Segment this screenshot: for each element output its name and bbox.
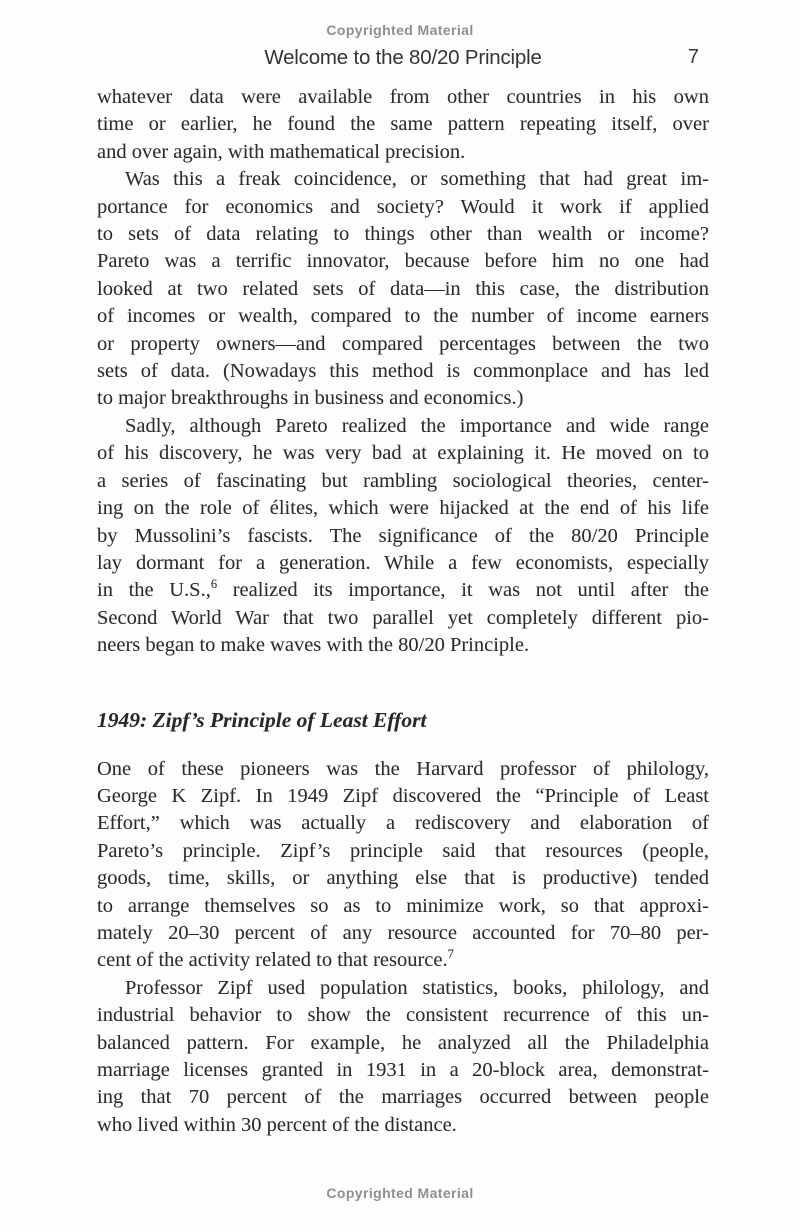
text-line: mately 20–30 percent of any resource accounted for 70–80 per- xyxy=(97,921,709,944)
text-line: time or earlier, he found the same pattern repeating itself, over xyxy=(97,113,709,136)
text-line: by Mussolini’s fascists. The significance of the 80/20 Principle xyxy=(97,524,709,547)
text-line: to sets of data relating to things other than wealth or income? xyxy=(97,223,709,246)
footnote-ref: 7 xyxy=(447,947,454,962)
text-line: Pareto was a terrific innovator, because before him no one had xyxy=(97,250,709,273)
text-line: sets of data. (Nowadays this method is commonplace and has led xyxy=(97,360,709,383)
copyright-header: Copyrighted Material xyxy=(326,22,474,38)
footnote-ref: 6 xyxy=(210,577,218,592)
text-line: neers began to make waves with the 80/20 Principle. xyxy=(97,634,530,657)
text-line: who lived within 30 percent of the distance. xyxy=(97,1113,457,1136)
text-line: Professor Zipf used population statistics, books, philology, and xyxy=(125,976,709,999)
text-line: cent of the activity related to that resource.$^7$ xyxy=(97,947,454,972)
text-line: a series of fascinating but rambling sociological theories, center- xyxy=(97,469,709,492)
text-line: of his discovery, he was very bad at explaining it. He moved on to xyxy=(97,442,709,465)
text-line: industrial behavior to show the consistent recurrence of this un- xyxy=(97,1004,709,1027)
text-line: goods, time, skills, or anything else that is productive) tended xyxy=(97,867,709,890)
text-line: lay dormant for a generation. While a few economists, especially xyxy=(97,551,709,574)
text-line: in the U.S.,$^6$ realized its importance, it was not until after the xyxy=(97,577,709,602)
running-title: Welcome to the 80/20 Principle xyxy=(264,46,542,69)
text-line: portance for economics and society? Would it work if applied xyxy=(97,195,709,218)
text-line: ing on the role of élites, which were hijacked at the end of his life xyxy=(97,497,709,520)
body-text xyxy=(97,84,709,1139)
section-heading: 1949: Zipf’s Principle of Least Effort xyxy=(97,707,427,732)
text-line: to arrange themselves so as to minimize work, so that approxi- xyxy=(97,894,709,917)
text-line: whatever data were available from other countries in his own xyxy=(97,86,709,108)
text-line: of incomes or wealth, compared to the number of income earners xyxy=(97,305,709,328)
text-line: to major breakthroughs in business and economics.) xyxy=(97,387,524,410)
text-line: Effort,” which was actually a rediscovery and elaboration of xyxy=(97,812,709,835)
text-line: Sadly, although Pareto realized the importance and wide range xyxy=(125,414,709,437)
text-line: ing that 70 percent of the marriages occurred between people xyxy=(97,1086,709,1109)
text-line: balanced pattern. For example, he analyzed all the Philadelphia xyxy=(97,1031,709,1054)
text-line: George K Zipf. In 1949 Zipf discovered the “Principle of Least xyxy=(97,784,709,807)
text-line: or property owners—and compared percentages between the two xyxy=(97,332,709,355)
copyright-footer: Copyrighted Material xyxy=(326,1185,474,1201)
text-line: looked at two related sets of data—in this case, the distribution xyxy=(97,277,709,300)
page-number: 7 xyxy=(687,46,699,68)
text-line: One of these pioneers was the Harvard professor of philology, xyxy=(97,757,709,780)
running-head xyxy=(97,46,709,74)
text-line: Was this a freak coincidence, or something that had great im- xyxy=(125,168,709,191)
text-line: marriage licenses granted in 1931 in a 20-block area, demonstrat- xyxy=(97,1059,709,1081)
text-line: Pareto’s principle. Zipf’s principle said that resources (people, xyxy=(97,839,709,862)
text-line: and over again, with mathematical precision. xyxy=(97,140,466,163)
text-line: Second World War that two parallel yet completely different pio- xyxy=(97,606,709,629)
